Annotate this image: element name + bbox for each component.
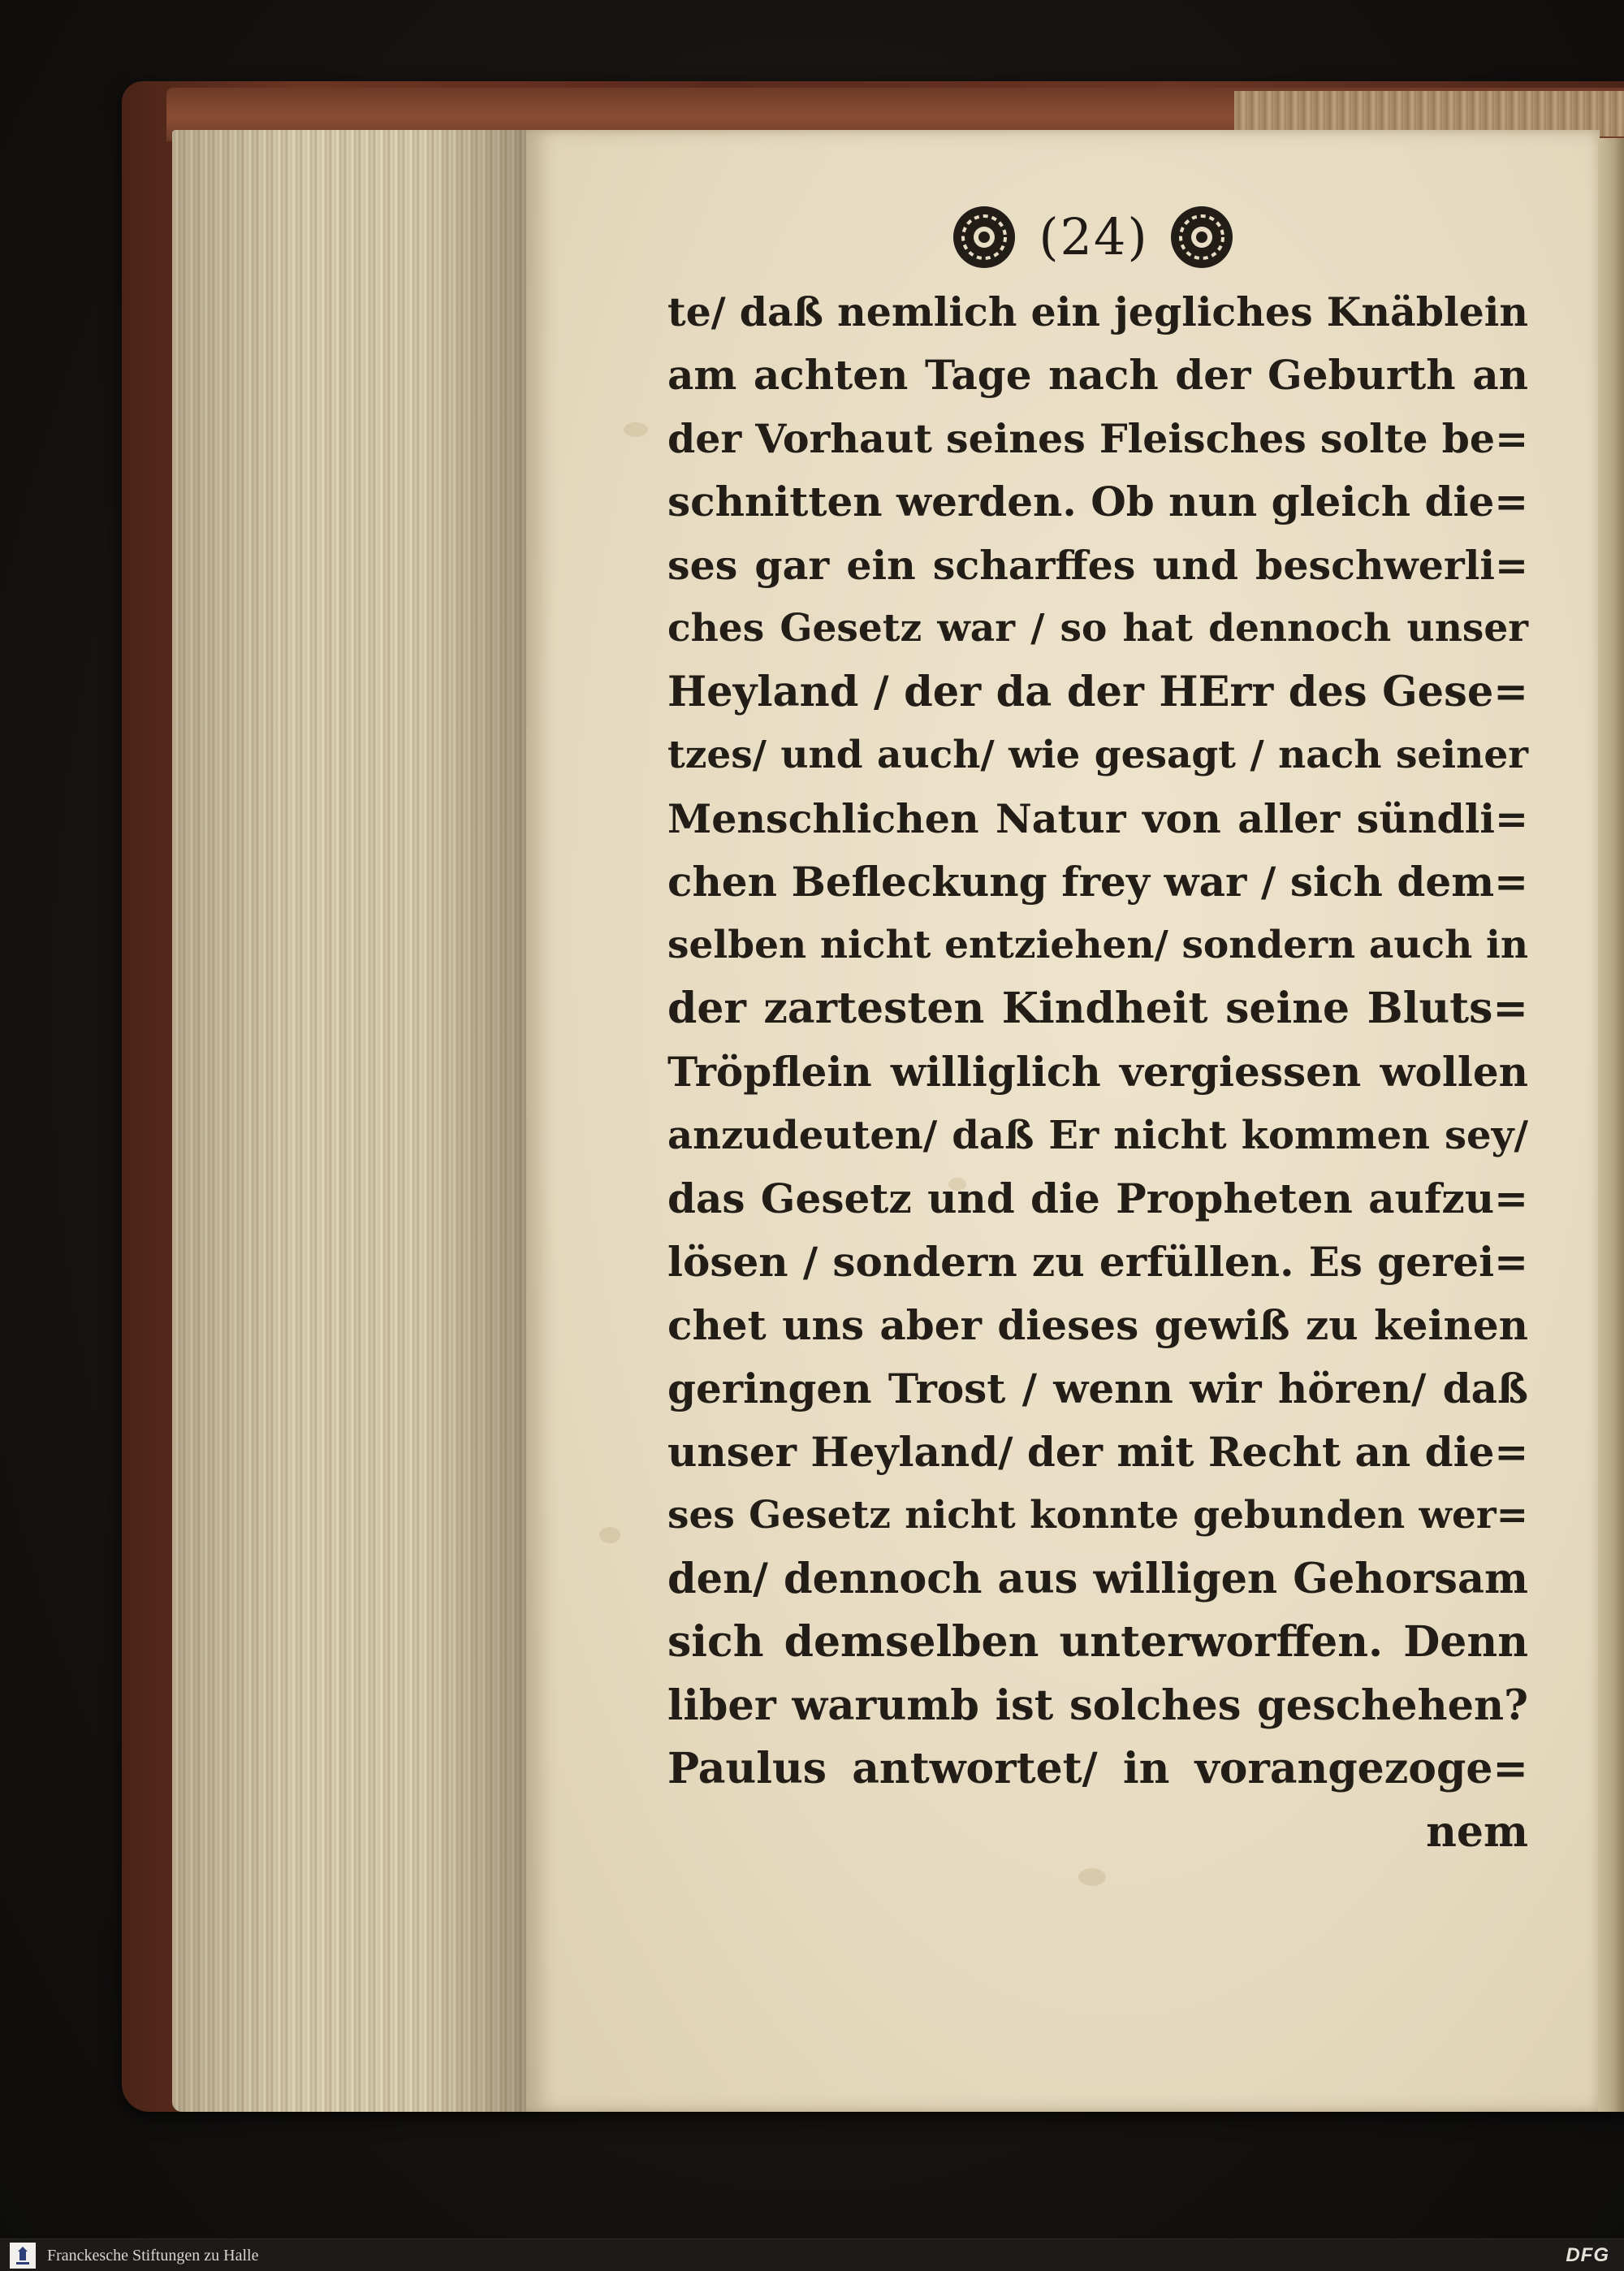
dfg-logo: DFG — [1566, 2244, 1609, 2266]
text-line: das Gesetz und die Propheten aufzu= — [667, 1174, 1528, 1222]
fleuron-icon — [950, 203, 1018, 271]
text-line: te/ daß nemlich ein jegliches Knäblein — [667, 288, 1528, 335]
viewer-footer — [0, 2239, 1624, 2271]
page-stack-shading — [172, 130, 529, 2112]
text-line: tzes/ und auch/ wie gesagt / nach seiner — [667, 733, 1528, 777]
institution-name: Franckesche Stiftungen zu Halle — [47, 2247, 259, 2265]
page-number: (24) — [1039, 207, 1149, 266]
body-text — [667, 280, 1528, 1864]
text-line: schnitten werden. Ob nun gleich die= — [667, 478, 1529, 526]
text-line: ses Gesetz nicht konnte gebunden wer= — [667, 1493, 1528, 1538]
text-line: Tröpflein williglich vergiessen wollen — [667, 1048, 1528, 1096]
paper-stain — [1078, 1868, 1106, 1886]
text-line: chen Befleckung frey war / sich dem= — [667, 858, 1528, 906]
text-line: am achten Tage nach der Geburth an — [667, 351, 1528, 399]
text-line: den/ dennoch aus willigen Gehorsam — [667, 1555, 1528, 1603]
text-line: ses gar ein scharffes und beschwerli= — [667, 542, 1528, 589]
text-line: sich demselben unterworffen. Denn — [667, 1617, 1528, 1667]
text-line: der zartesten Kindheit seine Bluts= — [667, 984, 1528, 1033]
text-line: Paulus antwortet/ in vorangezoge= — [667, 1744, 1528, 1793]
text-line: ches Gesetz war / so hat dennoch unser — [667, 606, 1528, 651]
text-line: chet uns aber dieses gewiß zu keinen — [667, 1301, 1528, 1349]
page-header — [950, 203, 1242, 276]
paper-stain — [599, 1527, 620, 1543]
text-line: Menschlichen Natur von aller sündli= — [667, 795, 1528, 842]
text-line: liber warumb ist solches geschehen? — [667, 1681, 1528, 1730]
fleuron-icon — [1168, 203, 1236, 271]
text-line: lösen / sondern zu erfüllen. Es gerei= — [667, 1238, 1528, 1286]
text-line: Heyland / der da der HErr des Gese= — [667, 668, 1528, 716]
institution-logo-icon — [10, 2243, 36, 2269]
text-line: der Vorhaut seines Fleisches solte be= — [667, 415, 1529, 462]
text-line: selben nicht entziehen/ sondern auch in — [667, 923, 1528, 967]
text-line: geringen Trost / wenn wir hören/ daß — [667, 1365, 1528, 1412]
paper-stain — [624, 422, 648, 437]
catchword: nem — [1426, 1807, 1528, 1857]
text-line: anzudeuten/ daß Er nicht kommen sey/ — [667, 1113, 1528, 1158]
text-line: unser Heyland/ der mit Recht an die= — [667, 1428, 1529, 1476]
page-gutter — [1598, 138, 1624, 2112]
